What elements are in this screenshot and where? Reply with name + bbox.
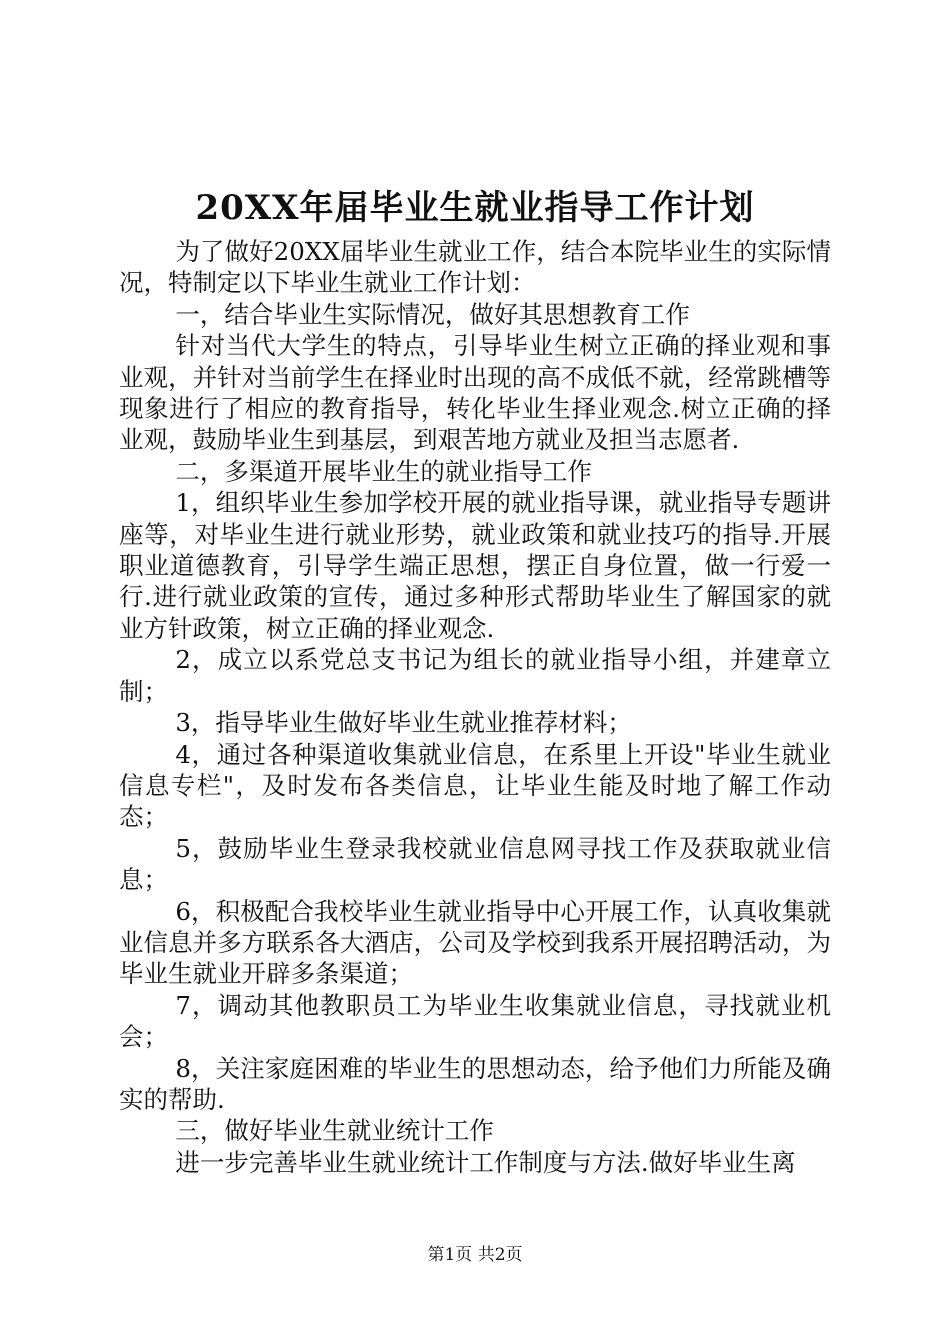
list-item-4: 4，通过各种渠道收集就业信息，在系里上开设"毕业生就业信息专栏"，及时发布各类信息，让毕业生能及时地了解工作动态；: [119, 739, 831, 832]
paragraph-section-1: 针对当代大学生的特点，引导毕业生树立正确的择业观和事业观，并针对当前学生在择业时出现的高不成低不就，经常跳槽等现象进行了相应的教育指导，转化毕业生择业观念.树立正确的择业观，鼓励毕业生到基层，到艰苦地方就业及担当志愿者.: [119, 331, 831, 455]
section-heading-1: 一，结合毕业生实际情况，做好其思想教育工作: [175, 299, 690, 329]
list-item-6: 6，积极配合我校毕业生就业指导中心开展工作，认真收集就业信息并多方联系各大酒店，公司及学校到我系开展招聘活动，为毕业生就业开辟多条渠道；: [119, 896, 831, 989]
list-item-8: 8，关注家庭困难的毕业生的思想动态，给予他们力所能及确实的帮助.: [119, 1053, 831, 1114]
document-body: [119, 236, 831, 1178]
list-item-7: 7，调动其他教职员工为毕业生收集就业信息，寻找就业机会；: [119, 990, 831, 1052]
paragraph-intro: 为了做好20XX届毕业生就业工作，结合本院毕业生的实际情况，特制定以下毕业生就业工作计划：: [119, 237, 831, 298]
list-item-2: 2，成立以系党总支书记为组长的就业指导小组，并建章立制；: [119, 645, 831, 706]
list-item-5: 5，鼓励毕业生登录我校就业信息网寻找工作及获取就业信息；: [119, 833, 831, 895]
section-heading-3: 三，做好毕业生就业统计工作: [175, 1116, 494, 1146]
section-heading-2: 二，多渠道开展毕业生的就业指导工作: [175, 456, 592, 486]
list-item-1: 1，组织毕业生参加学校开展的就业指导课，就业指导专题讲座等，对毕业生进行就业形势，就业政策和就业技巧的指导.开展职业道德教育，引导学生端正思想，摆正自身位置，做一行爱一行.进行就业政策的宣传，通过多种形式帮助毕业生了解国家的就业方针政策，树立正确的择业观念.: [119, 488, 831, 643]
document-title: 20XX年届毕业生就业指导工作计划: [195, 188, 755, 228]
list-item-3: 3，指导毕业生做好毕业生就业推荐材料；: [175, 708, 632, 738]
paragraph-section-3: 进一步完善毕业生就业统计工作制度与方法.做好毕业生离: [175, 1147, 796, 1177]
page-footer: 第1页 共2页: [427, 1245, 523, 1265]
